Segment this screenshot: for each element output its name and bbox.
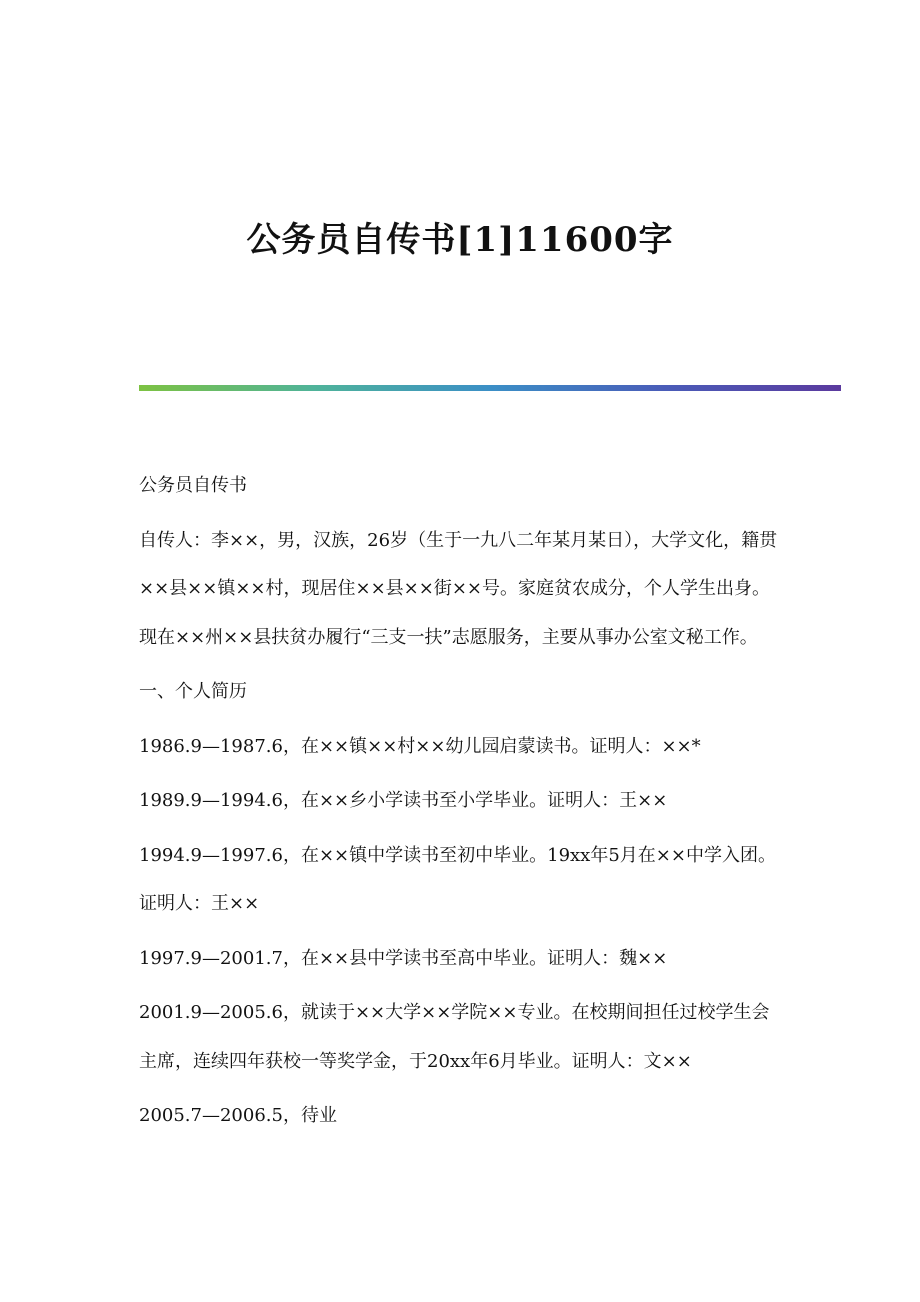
resume-entry: 1986.9—1987.6，在××镇××村××幼儿园启蒙读书。证明人：××* — [139, 735, 701, 757]
resume-entry: 1997.9—2001.7，在××县中学读书至高中毕业。证明人：魏×× — [139, 947, 668, 969]
resume-entry: 1989.9—1994.6，在××乡小学读书至小学毕业。证明人：王×× — [139, 790, 668, 811]
section-heading-resume: 一、个人简历 — [139, 681, 247, 702]
title-divider-rule — [139, 385, 841, 391]
resume-entry: 2001.9—2005.6，就读于××大学××学院××专业。在校期间担任过校学生会主席，连续四年获校一等奖学金，于20xx年6月毕业。证明人：文×× — [139, 1002, 770, 1072]
paragraph-personal-info: 自传人：李××，男，汉族，26岁（生于一九八二年某月某日），大学文化，籍贯××县××镇××村，现居住××县××街××号。家庭贫农成分，个人学生出身。现在××州××县扶贫办履行“三支一扶”志愿服务，主要从事办公室文秘工作。 — [139, 529, 778, 648]
document-title: 公务员自传书[1]11600字 — [246, 220, 674, 260]
resume-entry: 2005.7—2006.5，待业 — [139, 1105, 337, 1126]
section-heading-autobiography: 公务员自传书 — [139, 475, 247, 496]
resume-entry: 1994.9—1997.6，在××镇中学读书至初中毕业。19xx年5月在××中学入团。证明人：王×× — [139, 844, 776, 914]
document-body — [139, 462, 779, 1147]
